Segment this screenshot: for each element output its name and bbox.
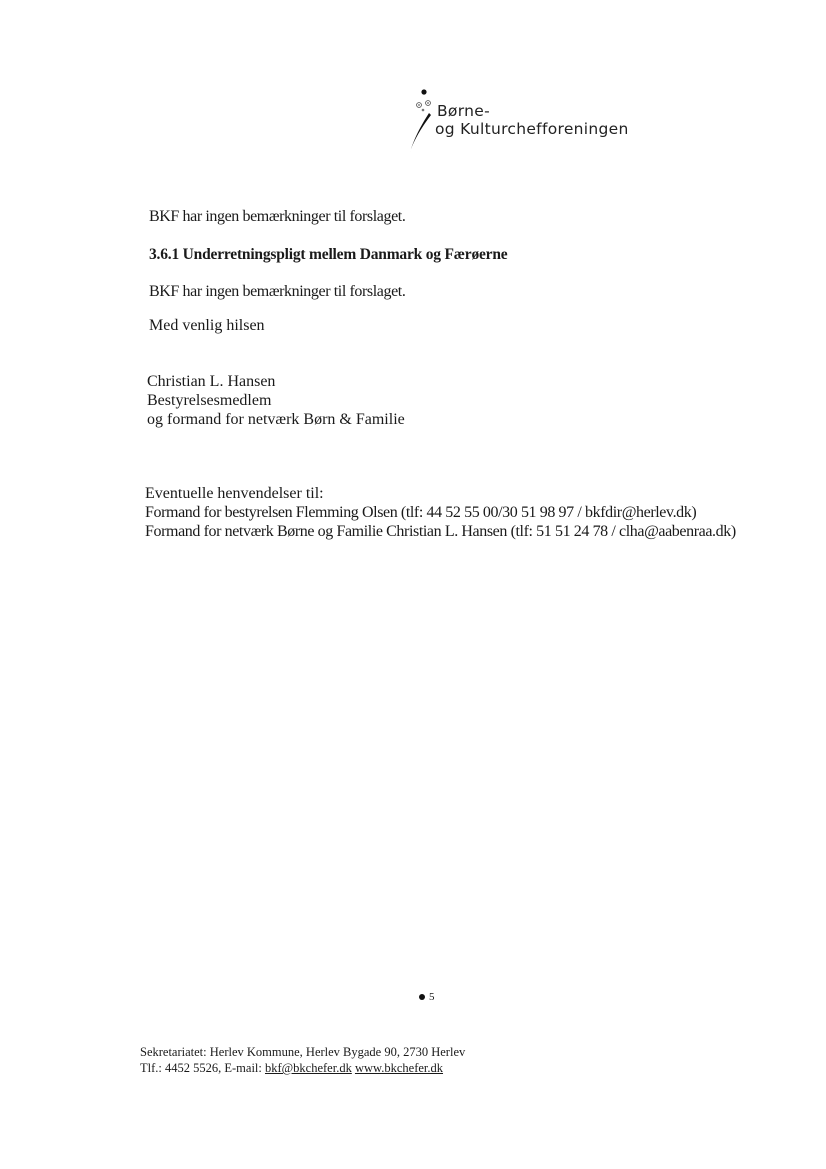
contact-line-chairman: Formand for bestyrelsen Flemming Olsen (tlf: 44 52 55 00/30 51 98 97 / bkfdir@herlev.dk) — [145, 504, 697, 521]
logo-text-line2: og Kulturchefforeningen — [435, 120, 629, 138]
paragraph-no-remarks-2: BKF har ingen bemærkninger til forslaget. — [149, 283, 406, 300]
signature-name: Christian L. Hansen — [147, 373, 276, 390]
logo-text-line1: Børne- — [437, 102, 490, 120]
footer-website-link[interactable]: www.bkchefer.dk — [354, 1061, 444, 1075]
contact-line-network-chair: Formand for netværk Børne og Familie Christian L. Hansen (tlf: 51 51 24 78 / clha@aabenraa.dk) — [145, 523, 736, 540]
page-number-value: 5 — [429, 991, 435, 1003]
footer-email-link[interactable]: bkf@bkchefer.dk — [264, 1061, 352, 1075]
paragraph-no-remarks-1: BKF har ingen bemærkninger til forslaget. — [149, 208, 406, 225]
closing-greeting: Med venlig hilsen — [149, 317, 265, 334]
bullet-icon — [419, 994, 425, 1000]
section-heading: 3.6.1 Underretningspligt mellem Danmark og Færøerne — [149, 246, 508, 263]
signature-role: og formand for netværk Børn & Familie — [147, 411, 405, 428]
footer-phone: Tlf.: 4452 5526, E-mail: — [140, 1061, 265, 1075]
organization-logo — [404, 86, 644, 156]
signature-title: Bestyrelsesmedlem — [147, 392, 272, 409]
footer-address: Sekretariatet: Herlev Kommune, Herlev Bygade 90, 2730 Herlev — [140, 1045, 466, 1059]
footer-contact — [140, 1061, 443, 1076]
page-number — [419, 991, 435, 1003]
logo-figure-icon — [404, 86, 436, 156]
contacts-intro: Eventuelle henvendelser til: — [145, 485, 324, 502]
